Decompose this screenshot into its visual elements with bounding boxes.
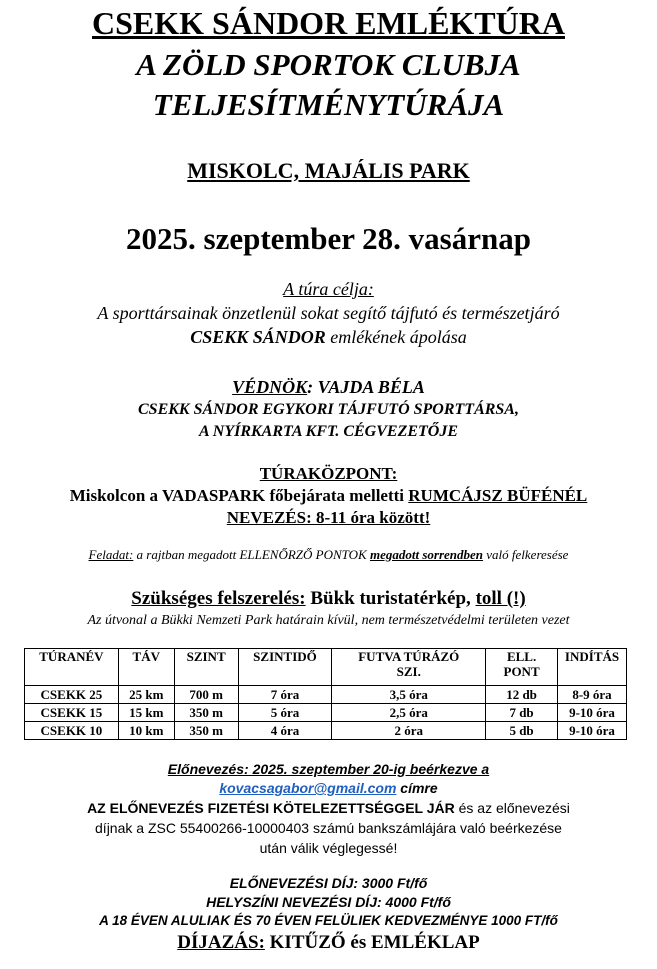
- cell-distance: 15 km: [118, 704, 174, 722]
- cell-running-time: 3,5 óra: [332, 686, 486, 704]
- event-date: 2025. szeptember 28. vasárnap: [126, 221, 531, 256]
- patron-line-3: A NYÍRKARTA KFT. CÉGVEZETŐJE: [198, 423, 459, 440]
- cell-name: CSEKK 15: [25, 704, 119, 722]
- col-header-running-time: FUTVA TÚRÁZÓ SZI.: [332, 649, 486, 686]
- fee-onsite: HELYSZÍNI NEVEZÉSI DÍJ: 4000 Ft/fő: [206, 894, 451, 910]
- cell-checkpoints: 12 db: [486, 686, 558, 704]
- table-row: [25, 704, 627, 722]
- cell-distance: 10 km: [118, 722, 174, 740]
- col-header-distance: TÁV: [118, 649, 174, 686]
- hq-heading: TÚRAKÖZPONT:: [259, 464, 398, 483]
- cell-elevation: 700 m: [174, 686, 238, 704]
- prereg-bank-line: díjnak a ZSC 55400266-10000403 számú bankszámlájára való beérkezése: [95, 820, 562, 836]
- task-text-a: a rajtban megadott ELLENŐRZŐ PONTOK: [133, 547, 370, 562]
- equipment-line: [0, 587, 657, 611]
- prereg-final-line: után válik véglegessé!: [259, 840, 398, 856]
- title-line-1: CSEKK SÁNDOR EMLÉKTÚRA: [92, 5, 565, 41]
- patron-line-1: [0, 376, 657, 398]
- task-text-c: való felkeresése: [483, 547, 569, 562]
- aim-line-2: [0, 326, 657, 348]
- cell-start: 8-9 óra: [558, 686, 627, 704]
- tour-table: [24, 648, 627, 740]
- prereg-email-link[interactable]: kovacsagabor@gmail.com: [219, 780, 397, 796]
- title-line-2: A ZÖLD SPORTOK CLUBJA: [136, 47, 521, 82]
- aim-line-1: A sporttársainak önzetlenül sokat segítő tájfutó és természetjáró: [97, 303, 560, 323]
- hq-buffet: RUMCÁJSZ BÜFÉNÉL: [408, 486, 588, 505]
- award-label: DÍJAZÁS:: [177, 932, 265, 953]
- route-note: Az útvonal a Bükki Nemzeti Park határain kívül, nem természetvédelmi területen vezet: [87, 613, 570, 628]
- task-label: Feladat:: [88, 547, 134, 562]
- fee-prereg: ELŐNEVEZÉSI DÍJ: 3000 Ft/fő: [229, 875, 428, 891]
- task-order: megadott sorrendben: [369, 547, 484, 562]
- hq-line-1-a: Miskolcon a VADASPARK főbejárata melletti: [69, 486, 409, 505]
- cell-checkpoints: 5 db: [486, 722, 558, 740]
- patron-line-2: CSEKK SÁNDOR EGYKORI TÁJFUTÓ SPORTTÁRSA,: [138, 401, 519, 418]
- cell-checkpoints: 7 db: [486, 704, 558, 722]
- fee-discount: A 18 ÉVEN ALULIAK ÉS 70 ÉVEN FELÜLIEK KEDVEZMÉNYE 1000 FT/fő: [99, 913, 558, 928]
- col-header-elevation: SZINT: [174, 649, 238, 686]
- prereg-payment-line: [0, 798, 657, 818]
- cell-time-limit: 4 óra: [238, 722, 332, 740]
- cell-elevation: 350 m: [174, 704, 238, 722]
- aim-line-2-rest: emlékének ápolása: [325, 327, 467, 347]
- award-line: [0, 931, 657, 955]
- title-line-3: TELJESÍTMÉNYTÚRÁJA: [152, 87, 505, 122]
- cell-elevation: 350 m: [174, 722, 238, 740]
- cell-running-time: 2 óra: [332, 722, 486, 740]
- prereg-payment-bold: AZ ELŐNEVEZÉS FIZETÉSI KÖTELEZETTSÉGGEL JÁR: [87, 800, 455, 816]
- table-header-row: [25, 649, 627, 686]
- equipment-items-b: toll (!): [475, 588, 526, 609]
- cell-distance: 25 km: [118, 686, 174, 704]
- prereg-deadline: Előnevezés: 2025. szeptember 20-ig beérkezve a: [167, 761, 490, 777]
- table-row: [25, 686, 627, 704]
- hq-line-1: [0, 486, 657, 506]
- cell-time-limit: 7 óra: [238, 686, 332, 704]
- col-header-checkpoints: ELL. PONT: [486, 649, 558, 686]
- equipment-items-a: Bükk turistatérkép,: [305, 588, 476, 609]
- patron-label: VÉDNÖK: [232, 377, 308, 397]
- prereg-payment-rest: és az előnevezési: [454, 800, 570, 816]
- aim-name: CSEKK SÁNDOR: [190, 327, 326, 347]
- col-header-time-limit: SZINTIDŐ: [238, 649, 332, 686]
- prereg-email-line: [0, 779, 657, 797]
- equipment-label: Szükséges felszerelés:: [131, 588, 306, 609]
- registration-time: NEVEZÉS: 8-11 óra között!: [226, 508, 431, 527]
- cell-start: 9-10 óra: [558, 704, 627, 722]
- cell-time-limit: 5 óra: [238, 704, 332, 722]
- cell-name: CSEKK 25: [25, 686, 119, 704]
- col-header-start: INDÍTÁS: [558, 649, 627, 686]
- task-line: [0, 546, 657, 564]
- award-text: KITŰZŐ és EMLÉKLAP: [264, 932, 480, 953]
- table-row: [25, 722, 627, 740]
- patron-name: : VAJDA BÉLA: [307, 377, 425, 397]
- cell-name: CSEKK 10: [25, 722, 119, 740]
- cell-start: 9-10 óra: [558, 722, 627, 740]
- location: MISKOLC, MAJÁLIS PARK: [187, 158, 470, 183]
- col-header-name: TÚRANÉV: [25, 649, 119, 686]
- aim-heading: A túra célja:: [283, 279, 374, 299]
- cell-running-time: 2,5 óra: [332, 704, 486, 722]
- prereg-email-suffix: címre: [396, 780, 438, 796]
